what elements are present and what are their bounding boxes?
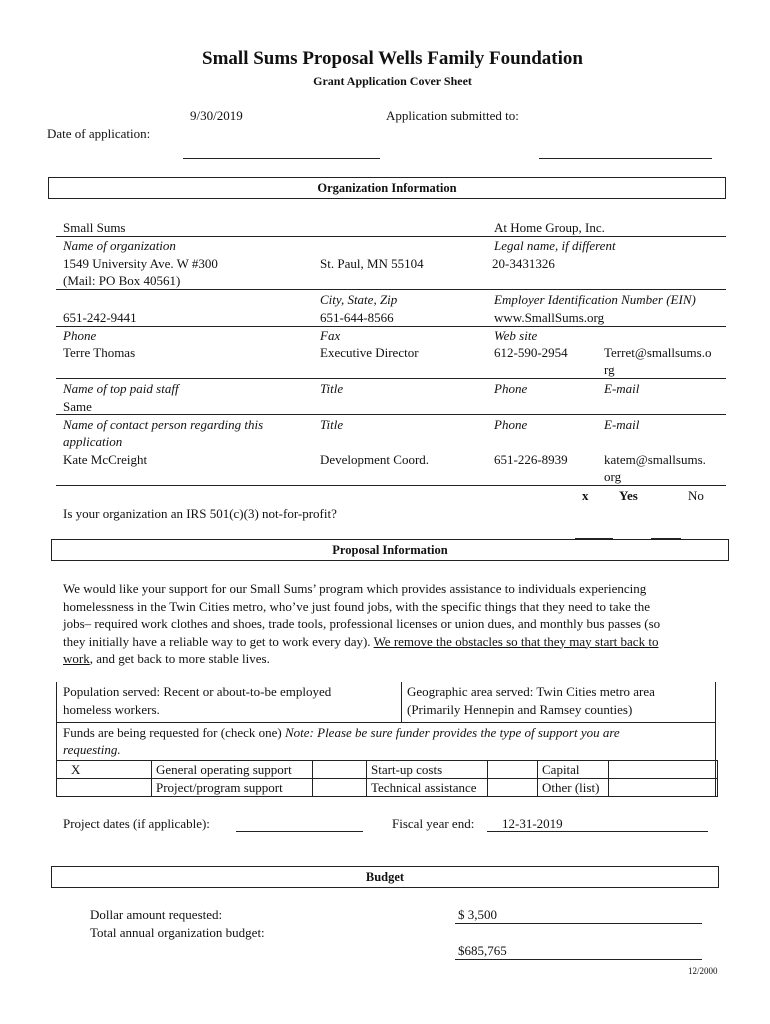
fiscal-year-value: 12-31-2019 <box>502 816 563 831</box>
project-dates-line[interactable] <box>236 831 363 832</box>
divider <box>56 236 726 237</box>
top-staff-label: Name of top paid staff <box>63 381 179 396</box>
website-value: www.SmallSums.org <box>494 310 605 325</box>
divider <box>56 378 726 379</box>
amount-requested-value: $ 3,500 <box>458 907 497 922</box>
fiscal-year-line[interactable] <box>487 831 708 832</box>
capital-check[interactable] <box>488 761 538 779</box>
legal-name-label: Legal name, if different <box>494 238 616 253</box>
other-label: Other (list) <box>538 779 609 797</box>
top-staff-title: Executive Director <box>320 345 419 360</box>
fax-label: Fax <box>320 328 341 343</box>
geo-line1: Geographic area served: Twin Cities metro area <box>407 684 655 699</box>
table-row <box>57 779 718 797</box>
divider <box>56 722 715 723</box>
funds-type-table <box>56 760 718 797</box>
geo-line2: (Primarily Hennepin and Ramsey counties) <box>407 702 633 717</box>
date-line[interactable] <box>183 158 380 159</box>
total-budget-line[interactable] <box>455 959 702 960</box>
population-line1: Population served: Recent or about-to-be employed <box>63 684 332 699</box>
contact-name: Kate McCreight <box>63 452 148 467</box>
amount-requested-line[interactable] <box>455 923 702 924</box>
startup-check[interactable] <box>313 761 367 779</box>
divider <box>56 289 726 290</box>
address-line2: (Mail: PO Box 40561) <box>63 273 181 288</box>
irs-yes-check[interactable]: x <box>582 488 589 503</box>
funds-label: Funds are being requested for (check one) Note: Please be sure funder provides the type of support you are <box>63 725 620 740</box>
submitted-label: Application submitted to: <box>386 108 519 123</box>
contact-email-line2: org <box>604 469 622 484</box>
page-title: Small Sums Proposal Wells Family Foundation <box>202 48 583 69</box>
contact-label-line2: application <box>63 434 123 449</box>
top-staff-name: Terre Thomas <box>63 345 136 360</box>
funds-note-line2: requesting. <box>63 742 121 757</box>
other-check[interactable] <box>488 779 538 797</box>
other-list[interactable] <box>609 779 718 797</box>
startup-label: Start-up costs <box>367 761 488 779</box>
website-label: Web site <box>494 328 538 343</box>
org-name: Small Sums <box>63 220 126 235</box>
contact-title-label: Title <box>320 417 344 432</box>
contact-phone: 651-226-8939 <box>494 452 568 467</box>
contact-title: Development Coord. <box>320 452 430 467</box>
city-label: City, State, Zip <box>320 292 398 307</box>
irs-question: Is your organization an IRS 501(c)(3) not-for-profit? <box>63 506 337 521</box>
phone-col-label: Phone <box>494 381 528 396</box>
page-subtitle: Grant Application Cover Sheet <box>313 74 472 88</box>
fiscal-year-label: Fiscal year end: <box>392 816 475 831</box>
capital-extra[interactable] <box>609 761 718 779</box>
city-state-zip: St. Paul, MN 55104 <box>320 256 424 271</box>
total-budget-label: Total annual organization budget: <box>90 925 265 940</box>
total-budget-value: $685,765 <box>458 943 507 958</box>
general-operating-check[interactable]: X <box>57 761 152 779</box>
legal-name: At Home Group, Inc. <box>494 220 605 235</box>
ein-label: Employer Identification Number (EIN) <box>494 292 696 307</box>
technical-label: Technical assistance <box>367 779 488 797</box>
contact-email-label: E-mail <box>604 417 640 432</box>
yes-label: Yes <box>619 488 638 503</box>
phone-label: Phone <box>63 328 97 343</box>
top-staff-email-line1: Terret@smallsums.o <box>604 345 712 360</box>
contact-email-line1: katem@smallsums. <box>604 452 706 467</box>
general-operating-label: General operating support <box>152 761 313 779</box>
project-program-label: Project/program support <box>152 779 313 797</box>
top-staff-email-line2: rg <box>604 362 615 377</box>
fax-value: 651-644-8566 <box>320 310 394 325</box>
technical-check[interactable] <box>313 779 367 797</box>
contact-phone-label: Phone <box>494 417 528 432</box>
ein-value: 20-3431326 <box>492 256 555 271</box>
divider <box>56 414 726 415</box>
proposal-section-heading: Proposal Information <box>51 539 729 561</box>
no-label: No <box>688 488 704 503</box>
date-value: 9/30/2019 <box>190 108 243 123</box>
divider <box>56 485 726 486</box>
title-label: Title <box>320 381 344 396</box>
revision-date: 12/2000 <box>688 966 718 976</box>
program-summary: We would like your support for our Small Sums’ program which provides assistance to individuals experiencing homelessness in the Twin Cities metro, who’ve just found jobs, with the specific things that they need to take the jobs– required work clothes and shoes, trade tools, professional licenses or union dues, and monthly bus passes (so they initially have a reliable way to get to work every day). We remove the obstacles so that they may start back to work, and get back to more stable lives. <box>63 581 661 666</box>
contact-label-line1: Name of contact person regarding this <box>63 417 264 432</box>
budget-section-heading: Budget <box>51 866 719 888</box>
box-divider <box>401 682 402 722</box>
address-line1: 1549 University Ave. W #300 <box>63 256 218 271</box>
table-row <box>57 761 718 779</box>
project-dates-label: Project dates (if applicable): <box>63 816 210 831</box>
contact-same: Same <box>63 399 92 414</box>
top-staff-phone: 612-590-2954 <box>494 345 568 360</box>
population-line2: homeless workers. <box>63 702 160 717</box>
project-program-check[interactable] <box>57 779 152 797</box>
divider <box>56 326 726 327</box>
phone-value: 651-242-9441 <box>63 310 137 325</box>
email-label: E-mail <box>604 381 640 396</box>
org-name-label: Name of organization <box>63 238 176 253</box>
submitted-to-line[interactable] <box>539 158 712 159</box>
date-label: Date of application: <box>47 126 151 141</box>
capital-label: Capital <box>538 761 609 779</box>
org-section-heading: Organization Information <box>48 177 726 199</box>
amount-requested-label: Dollar amount requested: <box>90 907 223 922</box>
